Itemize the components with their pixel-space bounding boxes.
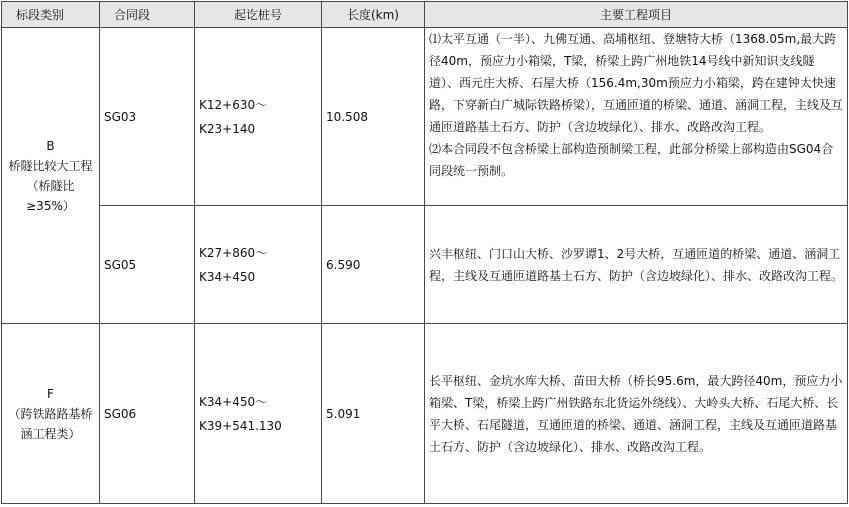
pile-cell: [195, 28, 322, 206]
category-desc: 桥隧比较大工程（桥隧比≥35%）: [8, 158, 93, 213]
items-cell: [425, 324, 848, 504]
item-text: 长平枢纽、金坑水库大桥、苗田大桥（桥长95.6m，最大跨径40m，预应力小箱梁、T梁，桥梁上跨广州铁路东北货运外绕线）、大岭头大桥、石尾大桥、长平大桥、石尾隧道，互通匝道的桥梁、通道、涵洞工程，主线及互通匝道路基土石方、防护（含边坡绿化）、排水、改路改沟工程。: [429, 373, 843, 454]
category-code: B: [46, 138, 55, 153]
pile-cell: [195, 206, 322, 324]
pile-end: K34+450: [199, 269, 256, 284]
length-cell: 5.091: [322, 324, 425, 504]
category-cell: [2, 28, 100, 324]
table-row: [2, 28, 848, 206]
contract-cell: SG06: [100, 324, 195, 504]
header-pile: 起讫桩号: [195, 2, 322, 28]
items-cell: [425, 28, 848, 206]
pile-start: K27+860～: [199, 245, 268, 260]
item-text: 兴丰枢纽、门口山大桥、沙罗谭1、2号大桥，互通匝道的桥梁、通道、涵洞工程，主线及互通匝道路基土石方、防护（含边坡绿化）、排水、改路改沟工程。: [429, 246, 844, 283]
item-text: ⑵本合同段不包含桥梁上部构造预制梁工程，此部分桥梁上部构造由SG04合同段统一预制。: [429, 142, 834, 178]
category-code: F: [47, 386, 54, 401]
header-row: [2, 2, 848, 28]
table-row: [2, 206, 848, 324]
pile-end: K39+541.130: [199, 418, 282, 433]
contract-cell: SG05: [100, 206, 195, 324]
pile-start: K34+450～: [199, 394, 268, 409]
table-row: [2, 324, 848, 504]
header-length: 长度(km): [322, 2, 425, 28]
pile-end: K23+140: [199, 121, 256, 136]
item-text: ⑴太平互通（一半）、九佛互通、高埔枢纽、登塘特大桥（1368.05m,最大跨径40m，预应力小箱梁，T梁，桥梁上跨广州地铁14号线中新知识支线隧道）、西元庄大桥、石屋大桥（156.4m,30m预应力小箱梁，跨在建钟太快速路，下穿新白广城际铁路桥梁），互通匝道的桥梁、通道、涵洞工程，主线及互通匝道路基土石方、防护（含边坡绿化）、排水、改路改沟工程。: [429, 32, 844, 134]
header-contract: 合同段: [100, 2, 195, 28]
contract-cell: SG03: [100, 28, 195, 206]
length-cell: 6.590: [322, 206, 425, 324]
items-cell: [425, 206, 848, 324]
header-category: 标段类别: [2, 2, 100, 28]
project-table: [1, 1, 848, 504]
pile-start: K12+630～: [199, 97, 268, 112]
category-desc: （跨铁路路基桥涵工程类）: [8, 406, 93, 441]
category-cell: [2, 324, 100, 504]
length-cell: 10.508: [322, 28, 425, 206]
pile-cell: [195, 324, 322, 504]
header-items: 主要工程项目: [425, 2, 848, 28]
